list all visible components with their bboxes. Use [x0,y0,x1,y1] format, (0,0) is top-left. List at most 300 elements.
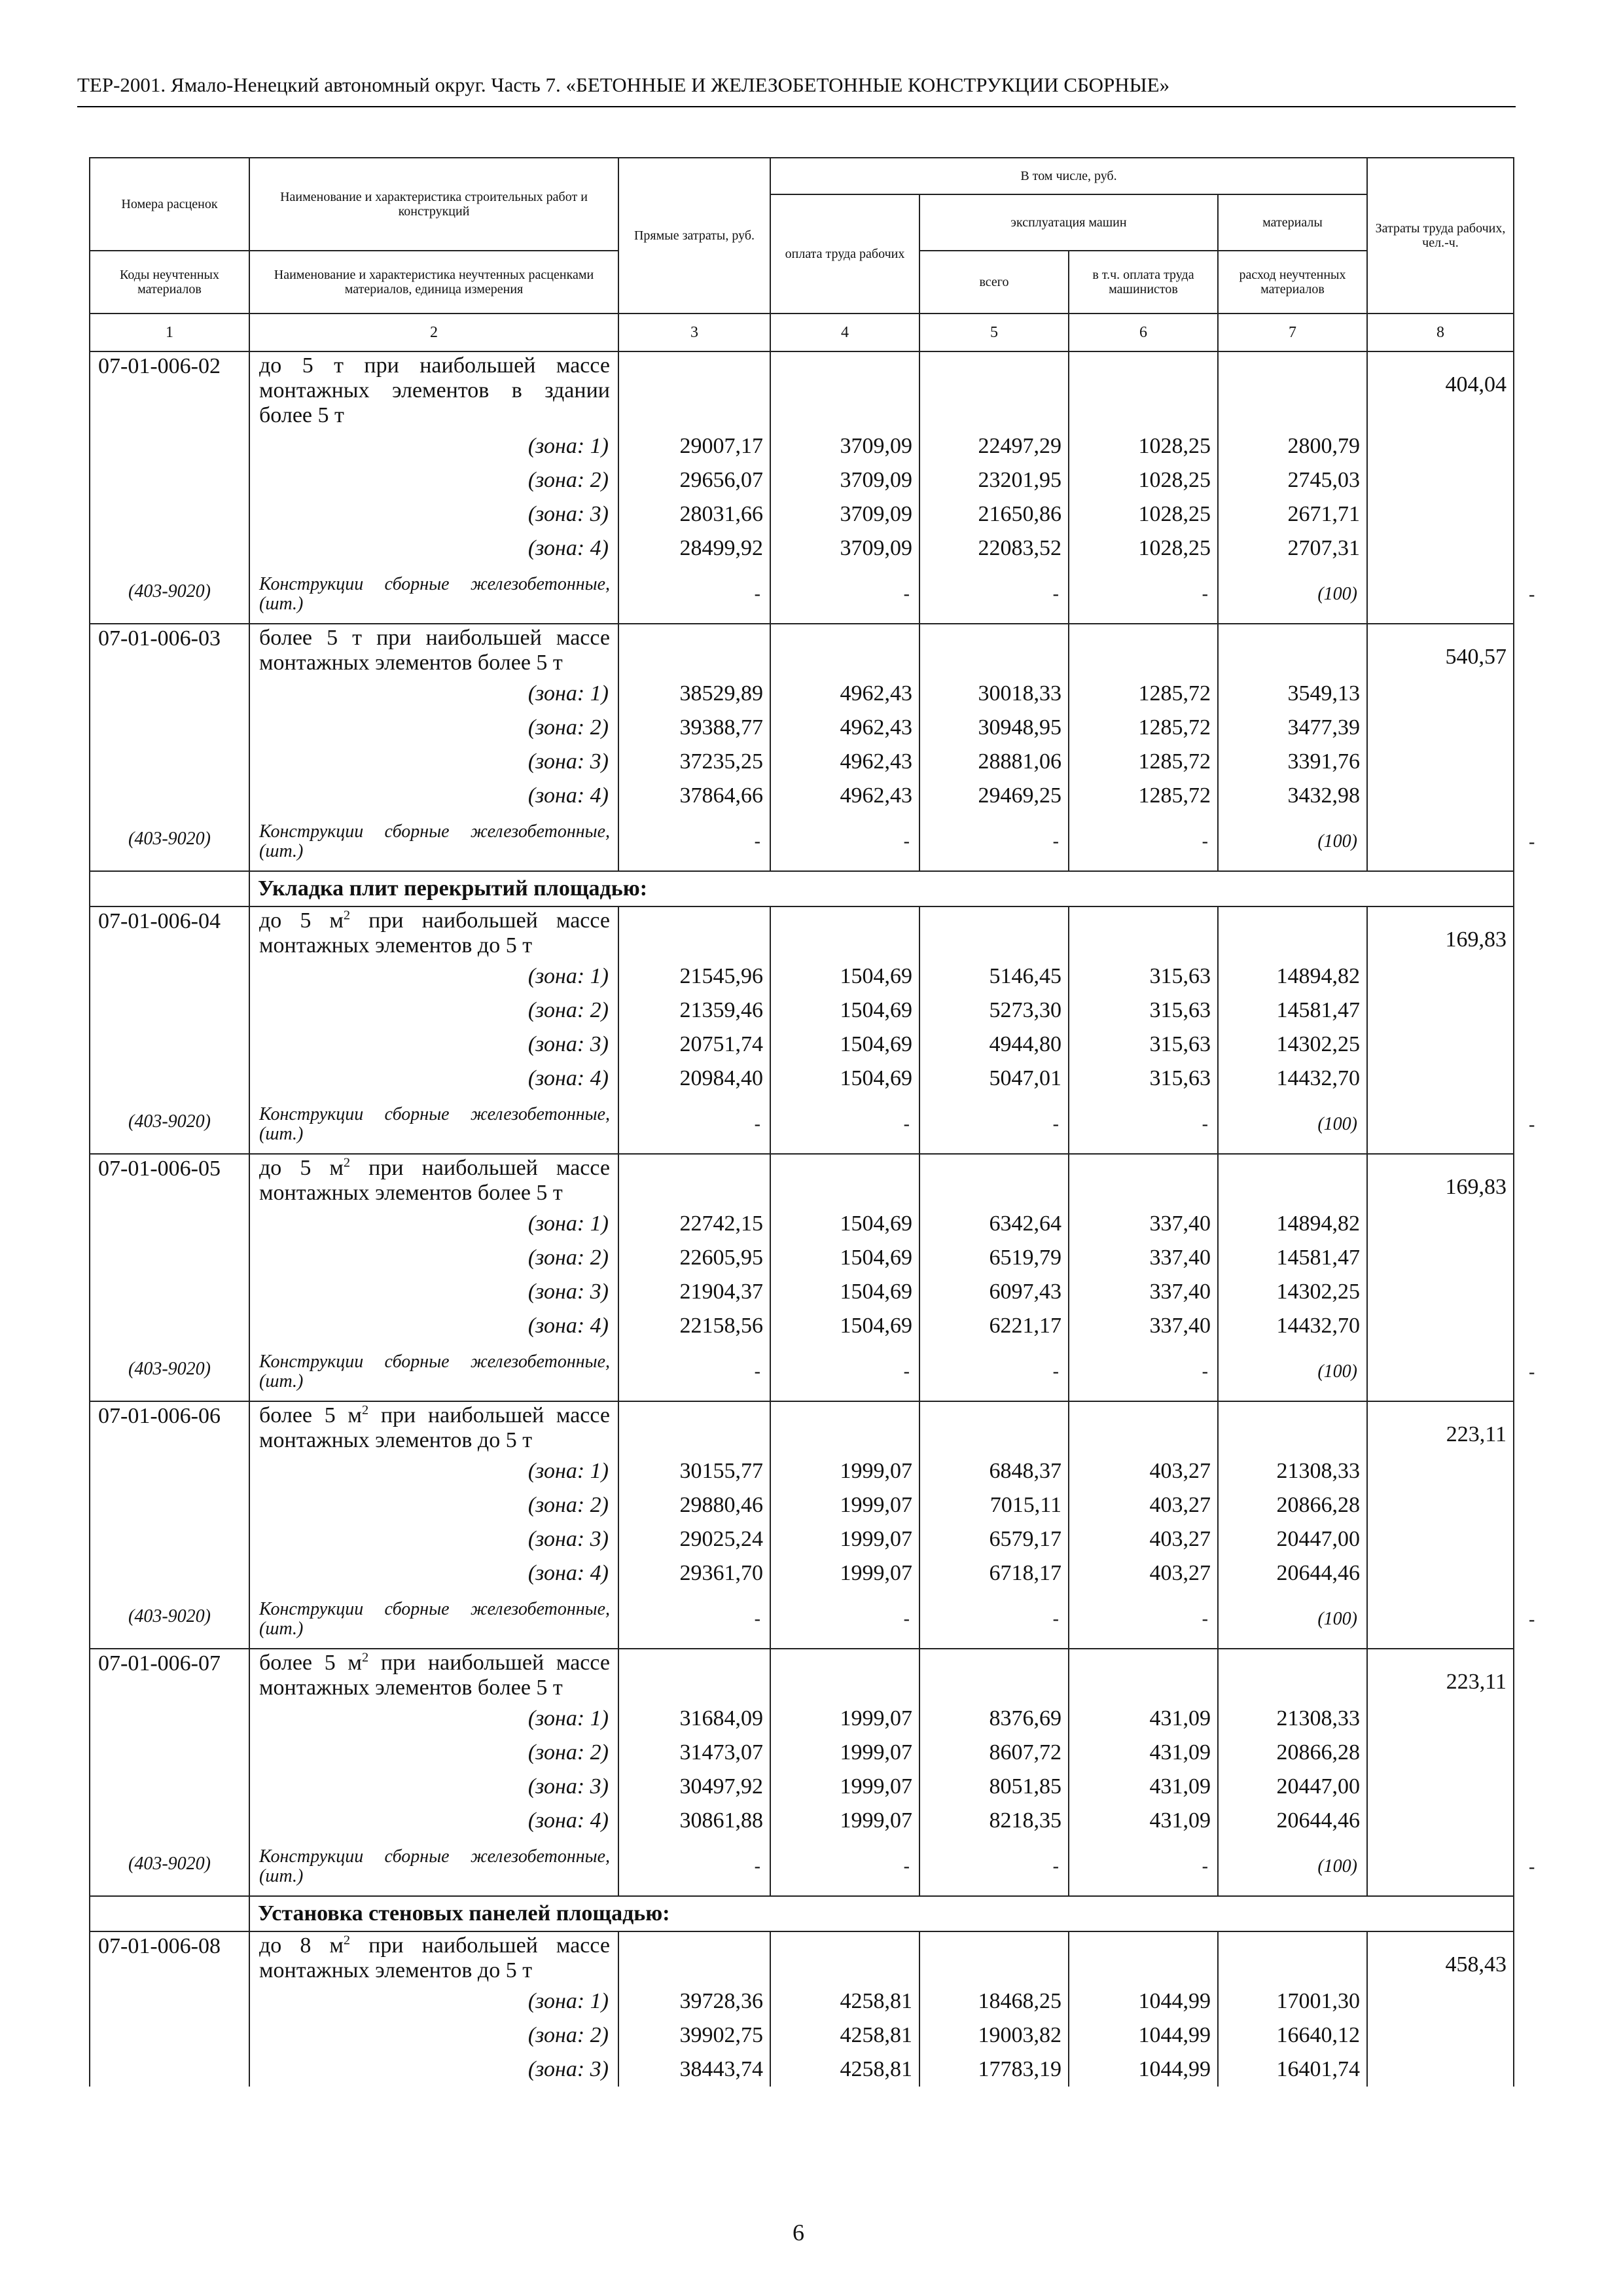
zone-row [90,1275,1514,1309]
material-dash: - [618,1838,770,1896]
value-mach: 21650,86 [919,497,1069,531]
zone-row [90,1454,1514,1488]
empty-cell [90,1522,249,1556]
value-mat: 16640,12 [1218,2018,1367,2053]
value-wage: 1504,69 [770,1241,919,1275]
empty-cell [1218,1401,1367,1454]
material-dash: - [618,1343,770,1401]
col8-header: Затраты труда рабочих, чел.-ч. [1367,158,1514,314]
value-wage: 1999,07 [770,1736,919,1770]
value-mach: 18468,25 [919,1984,1069,2018]
col5-header: всего [919,251,1069,314]
material-row: (403-9020) Конструкции сборные железобетонные, (шт.) - - - - (100) - [90,1590,1514,1649]
empty-cell [90,960,249,994]
value-mat: 20644,46 [1218,1556,1367,1590]
value-mach_wage: 1028,25 [1069,497,1218,531]
zone-row [90,779,1514,813]
value-mat: 14894,82 [1218,960,1367,994]
empty-cell [1218,1931,1367,1984]
rate-name-sup: 2 [343,908,351,923]
rate-code: 07-01-006-04 [90,906,249,960]
zone-label: (зона: 4) [249,1804,618,1838]
value-mat: 14894,82 [1218,1207,1367,1241]
value-mach_wage: 403,27 [1069,1556,1218,1590]
value-mat: 20866,28 [1218,1488,1367,1522]
value-direct: 22605,95 [618,1241,770,1275]
zone-label: (зона: 3) [249,497,618,531]
value-mach_wage: 431,09 [1069,1770,1218,1804]
value-wage: 3709,09 [770,429,919,463]
rate-name [249,906,618,960]
value-mach: 30018,33 [919,677,1069,711]
zone-label: (зона: 4) [249,1309,618,1343]
rate-name-row [90,1649,1514,1702]
value-mat: 21308,33 [1218,1454,1367,1488]
zone-row [90,1062,1514,1096]
empty-cell [90,1488,249,1522]
value-mach_wage: 315,63 [1069,994,1218,1028]
zone-label: (зона: 2) [249,1488,618,1522]
zone-label: (зона: 1) [249,429,618,463]
value-wage: 1999,07 [770,1454,919,1488]
zone-row [90,994,1514,1028]
value-mat: 20447,00 [1218,1770,1367,1804]
value-direct: 31473,07 [618,1736,770,1770]
value-wage: 4962,43 [770,779,919,813]
rate-code: 07-01-006-07 [90,1649,249,1702]
material-qty: (100) [1218,565,1367,624]
value-mach: 19003,82 [919,2018,1069,2053]
empty-cell [90,2018,249,2053]
value-direct: 39388,77 [618,711,770,745]
empty-cell [90,745,249,779]
material-dash: - [770,1590,919,1649]
value-mat: 14302,25 [1218,1028,1367,1062]
empty-cell [90,779,249,813]
col-number: 4 [770,314,919,351]
material-dash: - [1069,565,1218,624]
zone-row [90,1488,1514,1522]
rate-code: 07-01-006-03 [90,624,249,677]
col-number: 2 [249,314,618,351]
zone-row [90,1804,1514,1838]
value-direct: 22742,15 [618,1207,770,1241]
value-mach_wage: 1044,99 [1069,2018,1218,2053]
material-code: (403-9020) [90,1838,249,1896]
material-dash: - [1069,1343,1218,1401]
col1-top-header: Номера расценок [90,158,249,251]
rate-name-pre: до 5 м [259,1156,344,1180]
empty-cell [770,351,919,429]
value-direct: 29361,70 [618,1556,770,1590]
material-code: (403-9020) [90,1590,249,1649]
machines-header: эксплуатация машин [919,194,1218,251]
rate-name [249,1401,618,1454]
zone-label: (зона: 2) [249,711,618,745]
material-qty: (100) [1218,1590,1367,1649]
zone-label: (зона: 3) [249,2053,618,2087]
value-mat: 3549,13 [1218,677,1367,711]
value-mat: 3391,76 [1218,745,1367,779]
material-dash: - [919,1343,1069,1401]
zone-label: (зона: 3) [249,1275,618,1309]
value-direct: 20751,74 [618,1028,770,1062]
value-mat: 14581,47 [1218,1241,1367,1275]
zone-row [90,463,1514,497]
empty-cell [90,1062,249,1096]
value-mach_wage: 1044,99 [1069,2053,1218,2087]
value-mach: 4944,80 [919,1028,1069,1062]
empty-cell [919,1931,1069,1984]
labor-cost: 169,83 [1367,1154,1514,1401]
value-direct: 39902,75 [618,2018,770,2053]
rate-name-pre: до 8 м [259,1933,344,1958]
zone-label: (зона: 1) [249,1454,618,1488]
value-mach: 8051,85 [919,1770,1069,1804]
rate-name-row [90,624,1514,677]
value-direct: 38529,89 [618,677,770,711]
zone-label: (зона: 1) [249,677,618,711]
value-mat: 2671,71 [1218,497,1367,531]
value-mat: 14432,70 [1218,1062,1367,1096]
value-mach: 30948,95 [919,711,1069,745]
value-mach_wage: 337,40 [1069,1275,1218,1309]
value-wage: 1504,69 [770,1028,919,1062]
value-wage: 1504,69 [770,1275,919,1309]
value-mat: 20866,28 [1218,1736,1367,1770]
value-wage: 4962,43 [770,745,919,779]
empty-cell [919,1401,1069,1454]
zone-row [90,1736,1514,1770]
col2-top-header: Наименование и характеристика строительных работ и конструкций [249,158,618,251]
empty-cell [1069,1649,1218,1702]
value-wage: 3709,09 [770,463,919,497]
zone-row [90,531,1514,565]
zone-row [90,677,1514,711]
zone-row [90,1556,1514,1590]
material-dash: - [919,813,1069,871]
value-mach_wage: 337,40 [1069,1241,1218,1275]
empty-cell [618,624,770,677]
value-wage: 3709,09 [770,497,919,531]
value-mach: 7015,11 [919,1488,1069,1522]
rate-name-row [90,1401,1514,1454]
value-wage: 4962,43 [770,711,919,745]
material-dash: - [618,565,770,624]
material-dash: - [618,1590,770,1649]
empty-cell [919,351,1069,429]
value-direct: 28499,92 [618,531,770,565]
value-mach_wage: 315,63 [1069,1028,1218,1062]
value-mat: 2745,03 [1218,463,1367,497]
value-direct: 30497,92 [618,1770,770,1804]
section-title: Укладка плит перекрытий площадью: [249,871,1514,906]
material-dash: - [919,1838,1069,1896]
zone-row [90,1522,1514,1556]
value-mach: 22497,29 [919,429,1069,463]
zone-label: (зона: 4) [249,779,618,813]
rate-name-post: при наибольшей массе монтажных элементов более 5 т [259,1651,610,1700]
value-mach: 8376,69 [919,1702,1069,1736]
empty-cell [90,1309,249,1343]
value-direct: 37235,25 [618,745,770,779]
value-wage: 4962,43 [770,677,919,711]
zone-label: (зона: 1) [249,1207,618,1241]
col2-bottom-header: Наименование и характеристика неучтенных расценками материалов, единица измерения [249,251,618,314]
col1-bottom-header: Коды неучтенных материалов [90,251,249,314]
material-dash: - [919,1096,1069,1154]
value-mach_wage: 403,27 [1069,1522,1218,1556]
empty-cell [1218,624,1367,677]
value-mach_wage: 1285,72 [1069,745,1218,779]
empty-cell [770,906,919,960]
value-mach: 5047,01 [919,1062,1069,1096]
rate-name-row [90,906,1514,960]
empty-cell [1069,351,1218,429]
section-title-row [90,871,1514,906]
material-row: (403-9020) Конструкции сборные железобетонные, (шт.) - - - - (100) - [90,565,1514,624]
section-title: Установка стеновых панелей площадью: [249,1896,1514,1931]
empty-cell [770,1154,919,1207]
rate-name [249,1154,618,1207]
value-mach_wage: 431,09 [1069,1702,1218,1736]
materials-header: материалы [1218,194,1367,251]
value-mat: 3432,98 [1218,779,1367,813]
empty-cell [1218,1154,1367,1207]
empty-cell [1069,1401,1218,1454]
rate-name-row [90,351,1514,429]
zone-label: (зона: 2) [249,1241,618,1275]
value-wage: 4258,81 [770,2053,919,2087]
value-mat: 20447,00 [1218,1522,1367,1556]
material-code: (403-9020) [90,1096,249,1154]
section-code-cell [90,871,249,906]
rate-name-pre: более 5 т при наибольшей массе монтажных элементов более 5 т [259,626,610,675]
value-mach: 22083,52 [919,531,1069,565]
empty-cell [90,2053,249,2087]
value-direct: 30155,77 [618,1454,770,1488]
value-mach_wage: 1028,25 [1069,531,1218,565]
col-number: 3 [618,314,770,351]
section-title-row [90,1896,1514,1931]
value-mat: 2707,31 [1218,531,1367,565]
material-dash: - [618,1096,770,1154]
value-direct: 31684,09 [618,1702,770,1736]
value-direct: 39728,36 [618,1984,770,2018]
empty-cell [90,1702,249,1736]
value-direct: 21359,46 [618,994,770,1028]
empty-cell [90,463,249,497]
zone-label: (зона: 1) [249,1984,618,2018]
zone-row [90,960,1514,994]
zone-label: (зона: 4) [249,531,618,565]
material-dash: - [919,1590,1069,1649]
value-mat: 14432,70 [1218,1309,1367,1343]
empty-cell [1218,351,1367,429]
empty-cell [1069,906,1218,960]
value-mat: 2800,79 [1218,429,1367,463]
rate-code: 07-01-006-08 [90,1931,249,1984]
value-mach: 6097,43 [919,1275,1069,1309]
empty-cell [90,711,249,745]
empty-cell [1069,1154,1218,1207]
value-mach_wage: 431,09 [1069,1804,1218,1838]
col-number: 7 [1218,314,1367,351]
empty-cell [90,1454,249,1488]
zone-row [90,711,1514,745]
material-dash: - [770,1838,919,1896]
empty-cell [1069,1931,1218,1984]
empty-cell [618,1401,770,1454]
rate-name-pre: более 5 м [259,1651,362,1675]
zone-row [90,1702,1514,1736]
rate-name [249,624,618,677]
empty-cell [90,497,249,531]
empty-cell [618,1649,770,1702]
zone-label: (зона: 3) [249,745,618,779]
value-mach: 28881,06 [919,745,1069,779]
empty-cell [770,1649,919,1702]
zone-label: (зона: 1) [249,960,618,994]
rate-name-sup: 2 [361,1403,369,1418]
empty-cell [919,624,1069,677]
incl-header: В том числе, руб. [770,158,1367,194]
col-number: 6 [1069,314,1218,351]
empty-cell [770,624,919,677]
zone-label: (зона: 1) [249,1702,618,1736]
value-mach_wage: 1028,25 [1069,463,1218,497]
value-mach: 6342,64 [919,1207,1069,1241]
value-wage: 1999,07 [770,1522,919,1556]
empty-cell [90,531,249,565]
empty-cell [90,994,249,1028]
material-dash: - [1069,1096,1218,1154]
value-mat: 3477,39 [1218,711,1367,745]
value-mat: 17001,30 [1218,1984,1367,2018]
empty-cell [618,1154,770,1207]
material-name: Конструкции сборные железобетонные, (шт.) [249,565,618,624]
material-name: Конструкции сборные железобетонные, (шт.) [249,813,618,871]
rate-code: 07-01-006-05 [90,1154,249,1207]
value-direct: 29656,07 [618,463,770,497]
empty-cell [1218,906,1367,960]
header-rule [77,106,1516,107]
value-wage: 1504,69 [770,994,919,1028]
value-mach: 17783,19 [919,2053,1069,2087]
value-direct: 29025,24 [618,1522,770,1556]
empty-cell [919,1649,1069,1702]
material-dash: - [1069,1838,1218,1896]
zone-label: (зона: 3) [249,1522,618,1556]
rate-name-sup: 2 [343,1933,351,1948]
rate-name [249,1649,618,1702]
col-number: 1 [90,314,249,351]
value-wage: 1999,07 [770,1702,919,1736]
zone-label: (зона: 2) [249,463,618,497]
empty-cell [919,1154,1069,1207]
value-mach_wage: 1285,72 [1069,779,1218,813]
value-mach: 6579,17 [919,1522,1069,1556]
value-direct: 28031,66 [618,497,770,531]
value-mat: 14581,47 [1218,994,1367,1028]
rate-code: 07-01-006-06 [90,1401,249,1454]
value-mach: 23201,95 [919,463,1069,497]
material-dash: - [770,565,919,624]
page-number: 6 [793,2219,804,2246]
material-qty: (100) [1218,1096,1367,1154]
rate-name-sup: 2 [361,1650,369,1665]
zone-row [90,1241,1514,1275]
zone-row [90,1984,1514,2018]
zone-row [90,1770,1514,1804]
value-mach_wage: 431,09 [1069,1736,1218,1770]
zone-label: (зона: 2) [249,994,618,1028]
zone-label: (зона: 2) [249,1736,618,1770]
value-mach: 29469,25 [919,779,1069,813]
value-direct: 20984,40 [618,1062,770,1096]
rate-name [249,351,618,429]
material-dash: - [770,1096,919,1154]
zone-label: (зона: 4) [249,1062,618,1096]
value-direct: 30861,88 [618,1804,770,1838]
empty-cell [919,906,1069,960]
zone-row [90,1207,1514,1241]
rate-name [249,1931,618,1984]
col3-header: Прямые затраты, руб. [618,158,770,314]
zone-row [90,497,1514,531]
value-wage: 4258,81 [770,2018,919,2053]
value-mach: 5273,30 [919,994,1069,1028]
labor-cost: 169,83 [1367,906,1514,1154]
section-code-cell [90,1896,249,1931]
material-qty: (100) [1218,1343,1367,1401]
value-mat: 16401,74 [1218,2053,1367,2087]
zone-row [90,429,1514,463]
zone-row [90,1309,1514,1343]
material-row: (403-9020) Конструкции сборные железобетонные, (шт.) - - - - (100) - [90,1343,1514,1401]
rate-name-pre: до 5 м [259,908,344,933]
empty-cell [90,1207,249,1241]
value-mach: 6221,17 [919,1309,1069,1343]
value-mach_wage: 403,27 [1069,1454,1218,1488]
material-qty: (100) [1218,813,1367,871]
value-mach: 5146,45 [919,960,1069,994]
empty-cell [90,1770,249,1804]
labor-cost: 223,11 [1367,1401,1514,1649]
col-number: 5 [919,314,1069,351]
material-code: (403-9020) [90,565,249,624]
value-mach_wage: 1285,72 [1069,677,1218,711]
material-dash: - [770,1343,919,1401]
zone-label: (зона: 4) [249,1556,618,1590]
zone-label: (зона: 3) [249,1770,618,1804]
rate-name-post: при наибольшей массе монтажных элементов до 5 т [259,1403,610,1452]
zone-row [90,1028,1514,1062]
material-qty: (100) [1218,1838,1367,1896]
value-mach: 8607,72 [919,1736,1069,1770]
labor-cost: 223,11 [1367,1649,1514,1896]
value-mach: 6519,79 [919,1241,1069,1275]
empty-cell [618,351,770,429]
material-row: (403-9020) Конструкции сборные железобетонные, (шт.) - - - - (100) - [90,1838,1514,1896]
empty-cell [90,1028,249,1062]
value-mat: 21308,33 [1218,1702,1367,1736]
col4-header: оплата труда рабочих [770,194,919,314]
value-direct: 38443,74 [618,2053,770,2087]
value-wage: 1504,69 [770,1309,919,1343]
col7-header: расход неучтенных материалов [1218,251,1367,314]
rate-name-row [90,1931,1514,1984]
